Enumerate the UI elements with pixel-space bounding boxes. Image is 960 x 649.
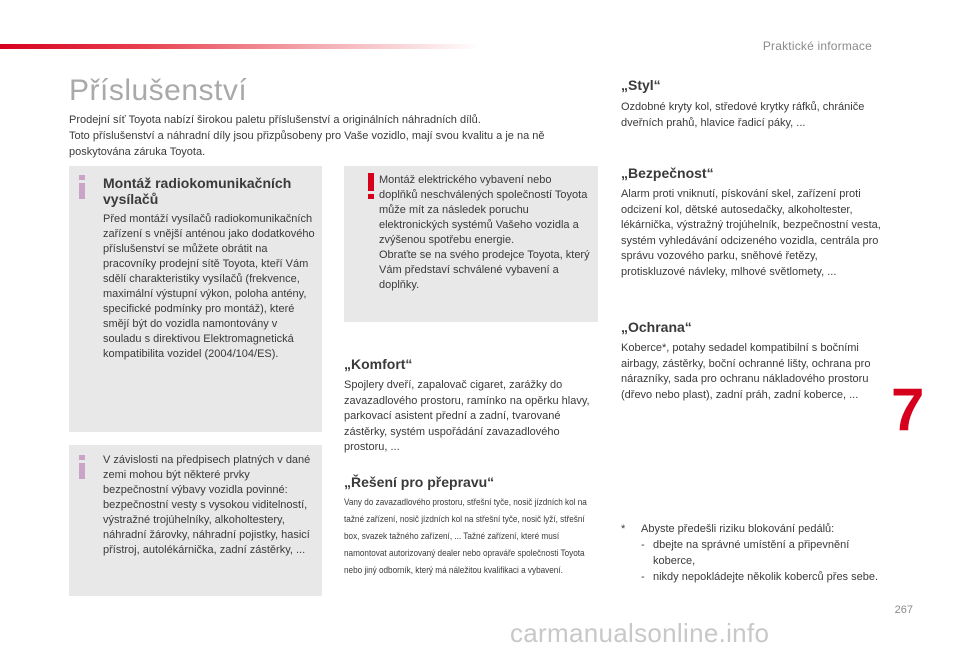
intro-text [69, 112, 609, 160]
safety-info-text: V závislosti na předpisech platných v dané zemi mohou být některé prvky bezpečnostní výbavy vozidla povinné: bezpečnostní vesty s vysokou viditelností, výstražné trojúhelníky, alkoholtestery, náhradní žárovky, náhradní pojistky, hasicí přístroj, autolékárnička, zadní zástěrky, ... [103, 454, 311, 556]
list-dash: - [641, 539, 645, 551]
radio-box-paragraph: Před montáží vysílačů radiokomunikačních zařízení s vnější anténou jako dodatkového příslušenství se můžete obrátit na pracovníky prodejní sítě Toyota, kteří Vám sdělí charakteristiky vysílačů (frekvence, maximální výstupní výkon, poloha antény, specifické podmínky pro montáž), které smějí být do vozidla namontovány v souladu s direktivou Elektromagnetická kompatibilita vozidel (2004/104/ES). [103, 213, 315, 360]
footnote-text: Abyste předešli riziku blokování pedálů: [641, 523, 835, 535]
footnote-item-2: nikdy nepokládejte několik koberců přes sebe. [653, 571, 879, 583]
intro-line-1: Prodejní síť Toyota nabízí širokou paletu příslušenství a originálních náhradních dílů. [69, 114, 481, 126]
warning-box-text [379, 173, 591, 293]
list-dash: - [641, 571, 645, 583]
radio-box-text [103, 212, 315, 362]
preprava-heading: „Řešení pro přepravu“ [344, 474, 495, 490]
footnote-star: * [621, 523, 626, 535]
list-item [641, 569, 881, 585]
page-number: 267 [894, 604, 913, 616]
styl-heading: „Styl“ [621, 77, 661, 93]
styl-text: Ozdobné kryty kol, středové krytky ráfků, chrániče dveřních prahů, hlavice řadicí páky, ... [621, 101, 865, 129]
warning-text-1: Montáž elektrického vybavení nebo doplňků neschválených společností Toyota může mít za následek poruchu elektronických systémů Vašeho vozidla a zvýšenou spotřebu energie. [379, 174, 588, 246]
komfort-text: Spojlery dveří, zapalovač cigaret, zarážky do zavazadlového prostoru, ramínko na opěrku hlavy, parkovací asistent přední a zadní, tvarované zástěrky, systém uspořádání zavazadlového prostoru, ... [344, 379, 590, 453]
watermark: carmanualsonline.info [510, 618, 770, 648]
warning-text-2: Obraťte se na svého prodejce Toyota, který Vám představí schválené vybavení a doplňky. [379, 249, 590, 291]
radio-transmitter-info-box [69, 166, 322, 432]
chapter-number: 7 [891, 376, 925, 443]
intro-line-2: Toto příslušenství a náhradní díly jsou přizpůsobeny pro Vaše vozidlo, mají svou kvalitu a je na ně poskytována záruka Toyota. [69, 130, 545, 158]
section-label: Praktické informace [762, 39, 872, 53]
preprava-text: Vany do zavazadlového prostoru, střešní tyče, nosič jízdních kol na tažné zařízení, nosič jízdních kol na střešní tyče, nosič lyží, střešní box, svazek tažného zařízení, ... Tažné zařízení, které musí namontovat autorizovaný dealer nebo opravářе společnosti Toyota nebo jiný odborník, který má náležitou kvalifikaci a vybavení. [344, 497, 587, 576]
radio-box-heading: Montáž radiokomunikačních vysílačů [103, 175, 292, 207]
ochrana-heading: „Ochrana“ [621, 319, 692, 335]
bezpecnost-heading: „Bezpečnost“ [621, 165, 714, 181]
page-title: Příslušenství [69, 74, 248, 107]
list-item [641, 537, 881, 569]
bezpecnost-text: Alarm proti vniknutí, pískování skel, zařízení proti odcizení kol, dětské autosedačky, alkoholtester, lékárnička, výstražný trojúhelník, bezpečnostní vesta, systém vyhledávání odcizeného vozidla, centrála pro správu vozového parku, sněhové řetězy, protiskluzové návleky, mlhové světlomety, ... [621, 188, 881, 278]
footnote-item-1: dbejte na správné umístění a připevnění koberce, [653, 539, 850, 567]
footnote-list [641, 537, 881, 585]
ochrana-text: Koberce*, potahy sedadel kompatibilní s bočními airbagy, zástěrky, boční ochranné lišty, ochrana pro nárazníky, sada pro ochranu nákladového prostoru (dřevo nebo plast), zadní práh, zadní koberce, ... [621, 342, 871, 401]
header-accent-bar [0, 44, 480, 49]
warning-box [344, 166, 598, 322]
safety-equipment-info-box [69, 445, 322, 596]
komfort-heading: „Komfort“ [344, 356, 413, 372]
